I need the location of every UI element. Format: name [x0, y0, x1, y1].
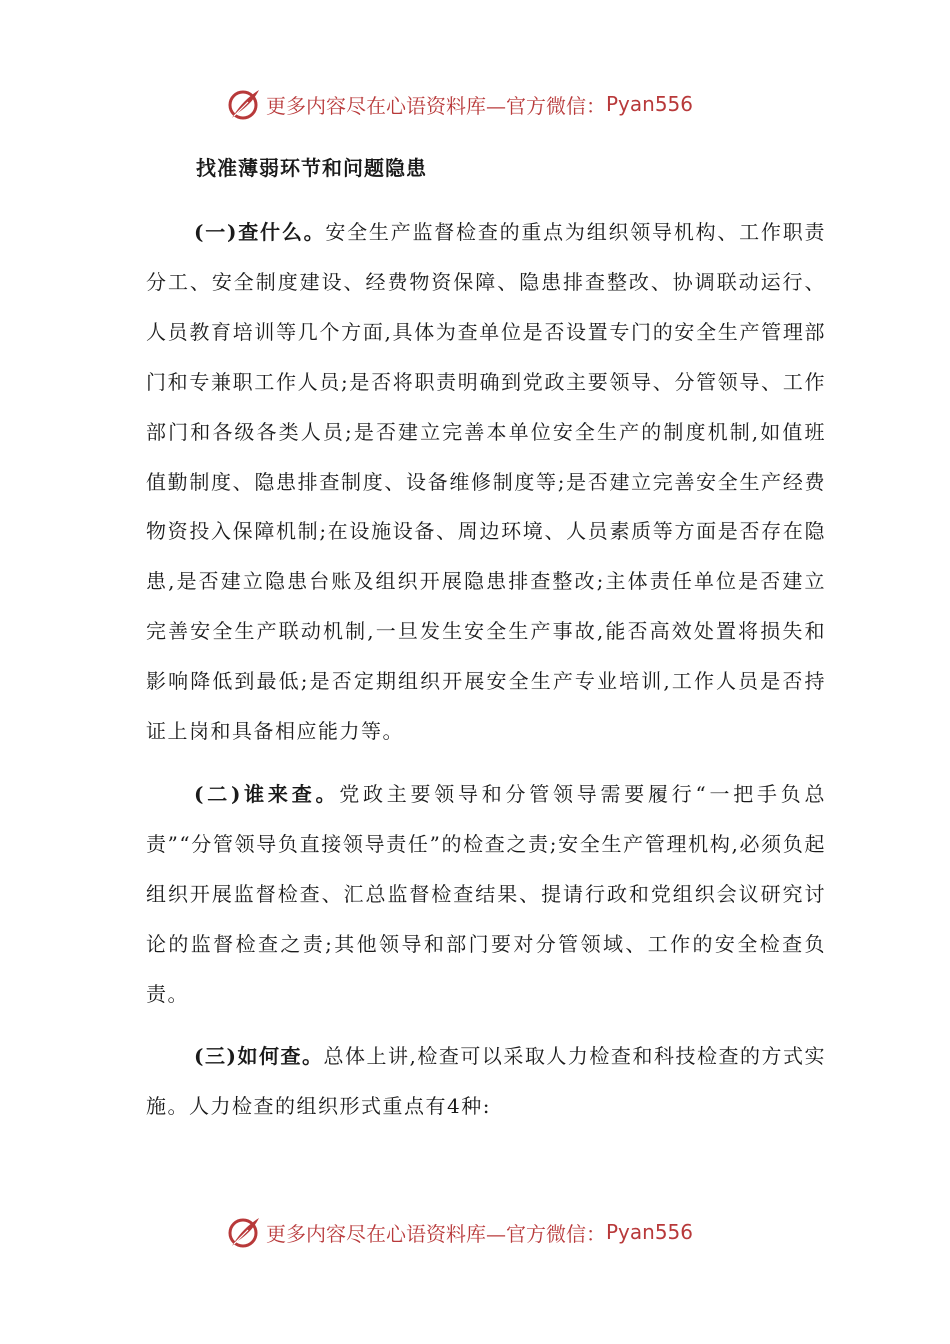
quill-logo-icon [226, 1214, 262, 1250]
paragraph-lead: (二)谁来查。 [194, 782, 340, 806]
quill-logo-icon [226, 86, 262, 122]
paragraph-lead: (一)查什么。 [194, 220, 326, 244]
banner-contact: Pyan556 [606, 92, 694, 116]
section-heading: 找准薄弱环节和问题隐患 [196, 156, 427, 180]
paragraph-who-checks [146, 770, 826, 1020]
paragraph-body: 党政主要领导和分管领导需要履行“一把手负总责”“分管领导负直接领导责任”的检查之责;安全生产管理机构,必须负起组织开展监督检查、汇总监督检查结果、提请行政和党组织会议研究讨论的监督检查之责;其他领导和部门要对分管领域、工作的安全检查负责。 [146, 782, 826, 1006]
footer-banner [226, 1212, 693, 1252]
header-banner [226, 84, 693, 124]
paragraph-lead: (三)如何查。 [194, 1044, 324, 1068]
paragraph-body: 安全生产监督检查的重点为组织领导机构、工作职责分工、安全制度建设、经费物资保障、隐患排查整改、协调联动运行、人员教育培训等几个方面,具体为查单位是否设置专门的安全生产管理部门和专兼职工作人员;是否将职责明确到党政主要领导、分管领导、工作部门和各级各类人员;是否建立完善本单位安全生产的制度机制,如值班值勤制度、隐患排查制度、设备维修制度等;是否建立完善安全生产经费物资投入保障机制;在设施设备、周边环境、人员素质等方面是否存在隐患,是否建立隐患台账及组织开展隐患排查整改;主体责任单位是否建立完善安全生产联动机制,一旦发生安全生产事故,能否高效处置将损失和影响降低到最低;是否定期组织开展安全生产专业培训,工作人员是否持证上岗和具备相应能力等。 [146, 220, 826, 744]
banner-text: 更多内容尽在心语资料库—官方微信： [266, 1221, 606, 1246]
paragraph-how-to-check [146, 1032, 826, 1132]
paragraph-body: 总体上讲,检查可以采取人力检查和科技检查的方式实施。人力检查的组织形式重点有4种: [146, 1044, 826, 1118]
banner-contact: Pyan556 [606, 1220, 694, 1244]
paragraph-what-to-check [146, 208, 826, 757]
banner-text: 更多内容尽在心语资料库—官方微信： [266, 93, 606, 118]
